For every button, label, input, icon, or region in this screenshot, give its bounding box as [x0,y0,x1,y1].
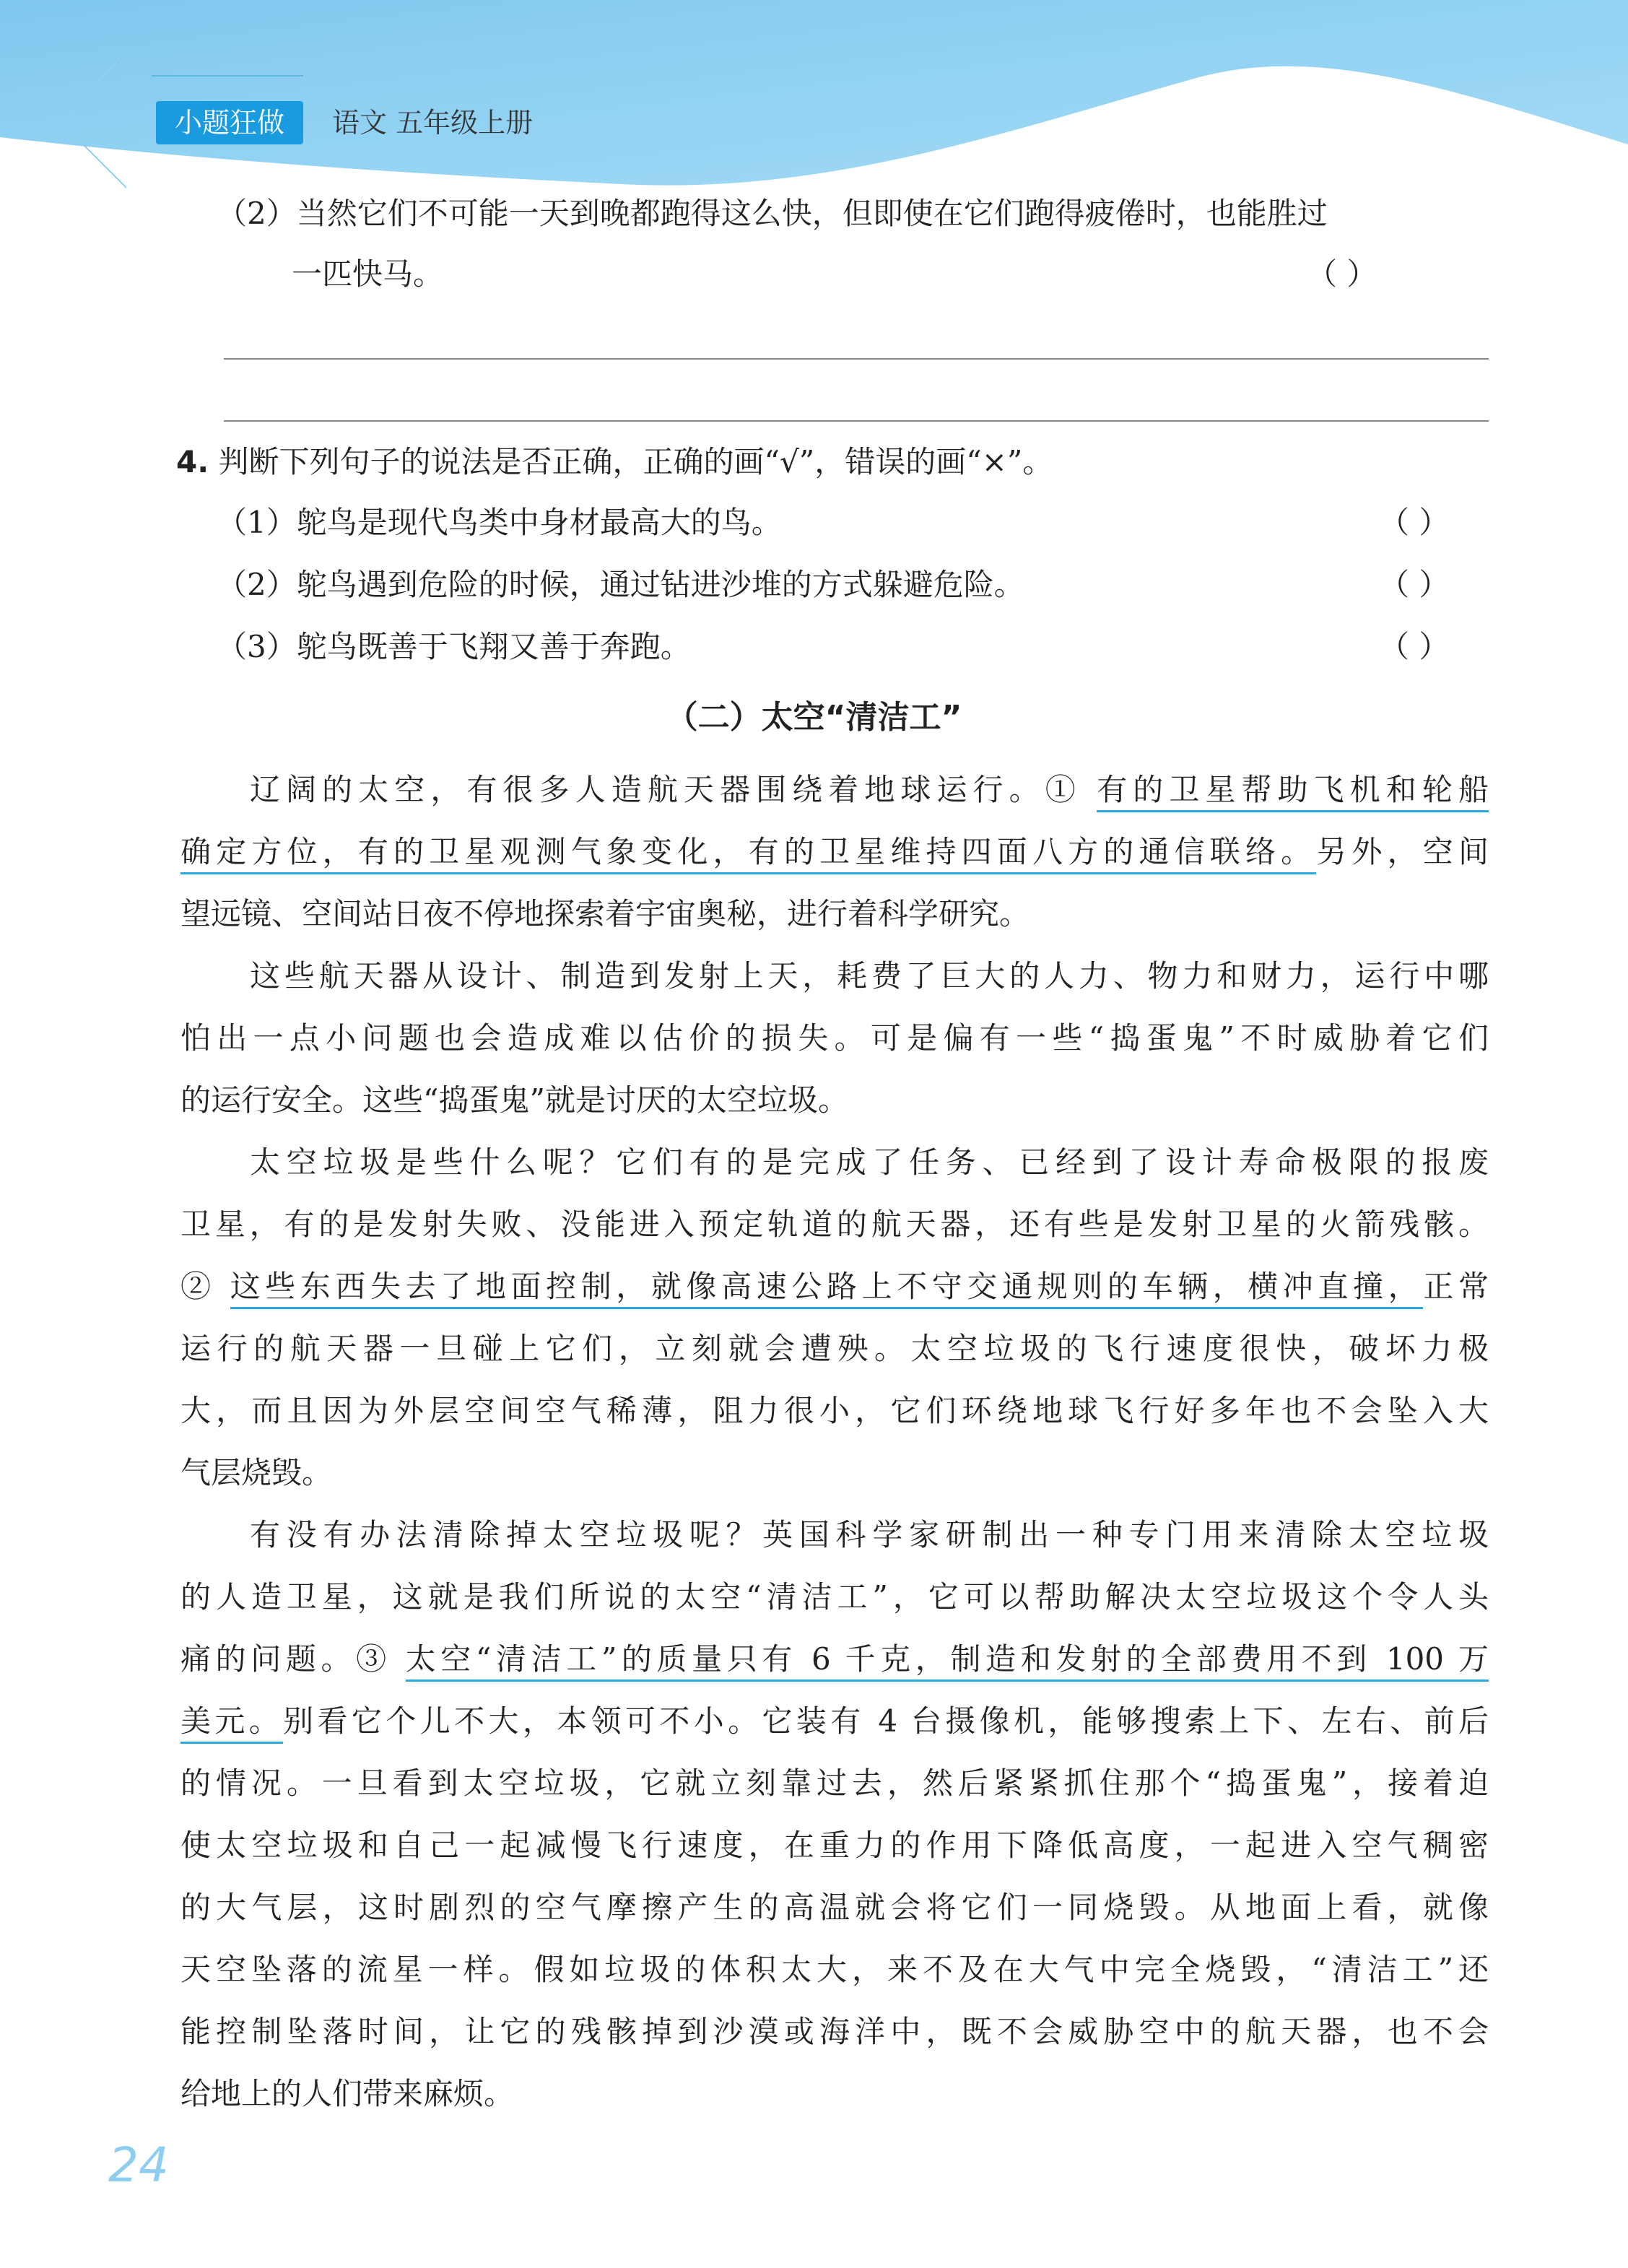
passage-line [180,830,1489,874]
passage-text: 运行的航天器一旦碰上它们，立刻就会遭殃。太空垃圾的飞行速度很快，破坏力极 [180,1331,1489,1366]
passage-text: 给地上的人们带来麻烦。 [180,2076,515,2111]
passage-text: 大，而且因为外层空间空气稀薄，阻力很小，它们环绕地球飞行好多年也不会坠入大 [180,1393,1489,1428]
passage-title: （二）太空“清洁工” [666,699,962,736]
passage-text: 卫星，有的是发射失败、没能进入预定轨道的航天器，还有些是发射卫星的火箭残骸。 [180,1207,1489,1242]
q3-item2-line2: 一匹快马。 [292,256,444,292]
answer-line[interactable] [224,420,1489,422]
passage-line [180,1389,1489,1433]
q3-item2-line1: （2）当然它们不可能一天到晚都跑得这么快，但即使在它们跑得疲倦时，也能胜过 [217,196,1328,231]
page-number: 24 [108,2137,169,2193]
passage-line [180,1327,1489,1370]
passage-text: 有没有办法清除掉太空垃圾呢？英国科学家研制出一种专门用来清除太空垃圾 [250,1517,1489,1552]
q4-item-1: （1）鸵鸟是现代鸟类中身材最高大的鸟。 [217,505,782,540]
book-subtitle: 语文 五年级上册 [332,107,534,139]
passage-line [180,892,1489,936]
q4-item-3: （3）鸵鸟既善于飞翔又善于奔跑。 [217,629,691,664]
passage-text: 另外，空间 [1316,834,1489,869]
question-number: 4. [176,444,209,479]
passage-text: 这些航天器从设计、制造到发射上天，耗费了巨大的人力、物力和财力，运行中哪 [250,958,1489,994]
passage-text: ② [180,1269,230,1304]
passage-line [180,1886,1489,1929]
passage-line [180,1265,1489,1308]
answer-blank[interactable]: （ ） [1379,505,1450,540]
passage-text: 的情况。一旦看到太空垃圾，它就立刻靠过去，然后紧紧抓住那个“捣蛋鬼”，接着迫 [180,1765,1489,1801]
passage-line [180,1451,1489,1495]
series-badge: 小题狂做 [156,101,303,144]
passage-text: 的大气层，这时剧烈的空气摩擦产生的高温就会将它们一同烧毁。从地面上看，就像 [180,1890,1489,1925]
passage-line [180,1700,1489,1743]
passage-line [180,1079,1489,1122]
passage-line [180,1513,1489,1557]
passage-line [180,2010,1489,2054]
passage-text: 的人造卫星，这就是我们所说的太空“清洁工”，它可以帮助解决太空垃圾这个令人头 [180,1579,1489,1615]
passage-text: 正常 [1423,1269,1489,1304]
passage-line [180,1762,1489,1805]
passage-line [180,2072,1489,2116]
passage-text: 别看它个儿不大，本领可不小。它装有 4 台摄像机，能够搜索上下、左右、前后 [283,1703,1489,1739]
passage-text: 气层烧毁。 [180,1455,333,1490]
answer-line[interactable] [224,358,1489,360]
passage-text: 天空坠落的流星一样。假如垃圾的体积太大，来不及在大气中完全烧毁，“清洁工”还 [180,1952,1489,1987]
passage-text: 怕出一点小问题也会造成难以估价的损失。可是偏有一些“捣蛋鬼”不时威胁着它们 [180,1020,1489,1056]
underlined-sentence: 这些东西失去了地面控制，就像高速公路上不守交通规则的车辆，横冲直撞， [230,1269,1424,1309]
passage-line [180,1638,1489,1681]
passage-text: 辽阔的太空，有很多人造航天器围绕着地球运行。① [250,772,1097,807]
q4-item-2: （2）鸵鸟遇到危险的时候，通过钻进沙堆的方式躲避危险。 [217,567,1024,602]
answer-blank[interactable]: （ ） [1379,629,1450,664]
underlined-sentence: 美元。 [180,1703,283,1744]
q4-prompt-text: 判断下列句子的说法是否正确，正确的画“√”，错误的画“×”。 [218,444,1053,479]
passage-line [180,1948,1489,1991]
passage-text: 使太空垃圾和自己一起减慢飞行速度，在重力的作用下降低高度，一起进入空气稠密 [180,1828,1489,1863]
passage-text: 能控制坠落时间，让它的残骸掉到沙漠或海洋中，既不会威胁空中的航天器，也不会 [180,2014,1489,2049]
underlined-sentence: 确定方位，有的卫星观测气象变化，有的卫星维持四面八方的通信联络。 [180,834,1316,874]
passage-text: 太空垃圾是些什么呢？它们有的是完成了任务、已经到了设计寿命极限的报废 [250,1144,1489,1180]
underlined-sentence: 有的卫星帮助飞机和轮船 [1097,772,1489,812]
passage-line [180,1824,1489,1867]
answer-blank[interactable]: （ ） [1307,256,1377,292]
passage-text: 痛的问题。③ [180,1641,406,1677]
passage-line [180,768,1489,812]
passage-line [180,1017,1489,1060]
passage-line [180,1576,1489,1619]
answer-blank[interactable]: （ ） [1379,567,1450,602]
passage-text: 的运行安全。这些“捣蛋鬼”就是讨厌的太空垃圾。 [180,1082,848,1118]
underlined-sentence: 太空“清洁工”的质量只有 6 千克，制造和发射的全部费用不到 100 万 [406,1641,1489,1682]
passage-line [180,1203,1489,1246]
passage-line [180,1141,1489,1184]
q4-prompt [176,440,1053,484]
passage-line [180,955,1489,998]
passage-text: 望远镜、空间站日夜不停地探索着宇宙奥秘，进行着科学研究。 [180,896,1030,931]
